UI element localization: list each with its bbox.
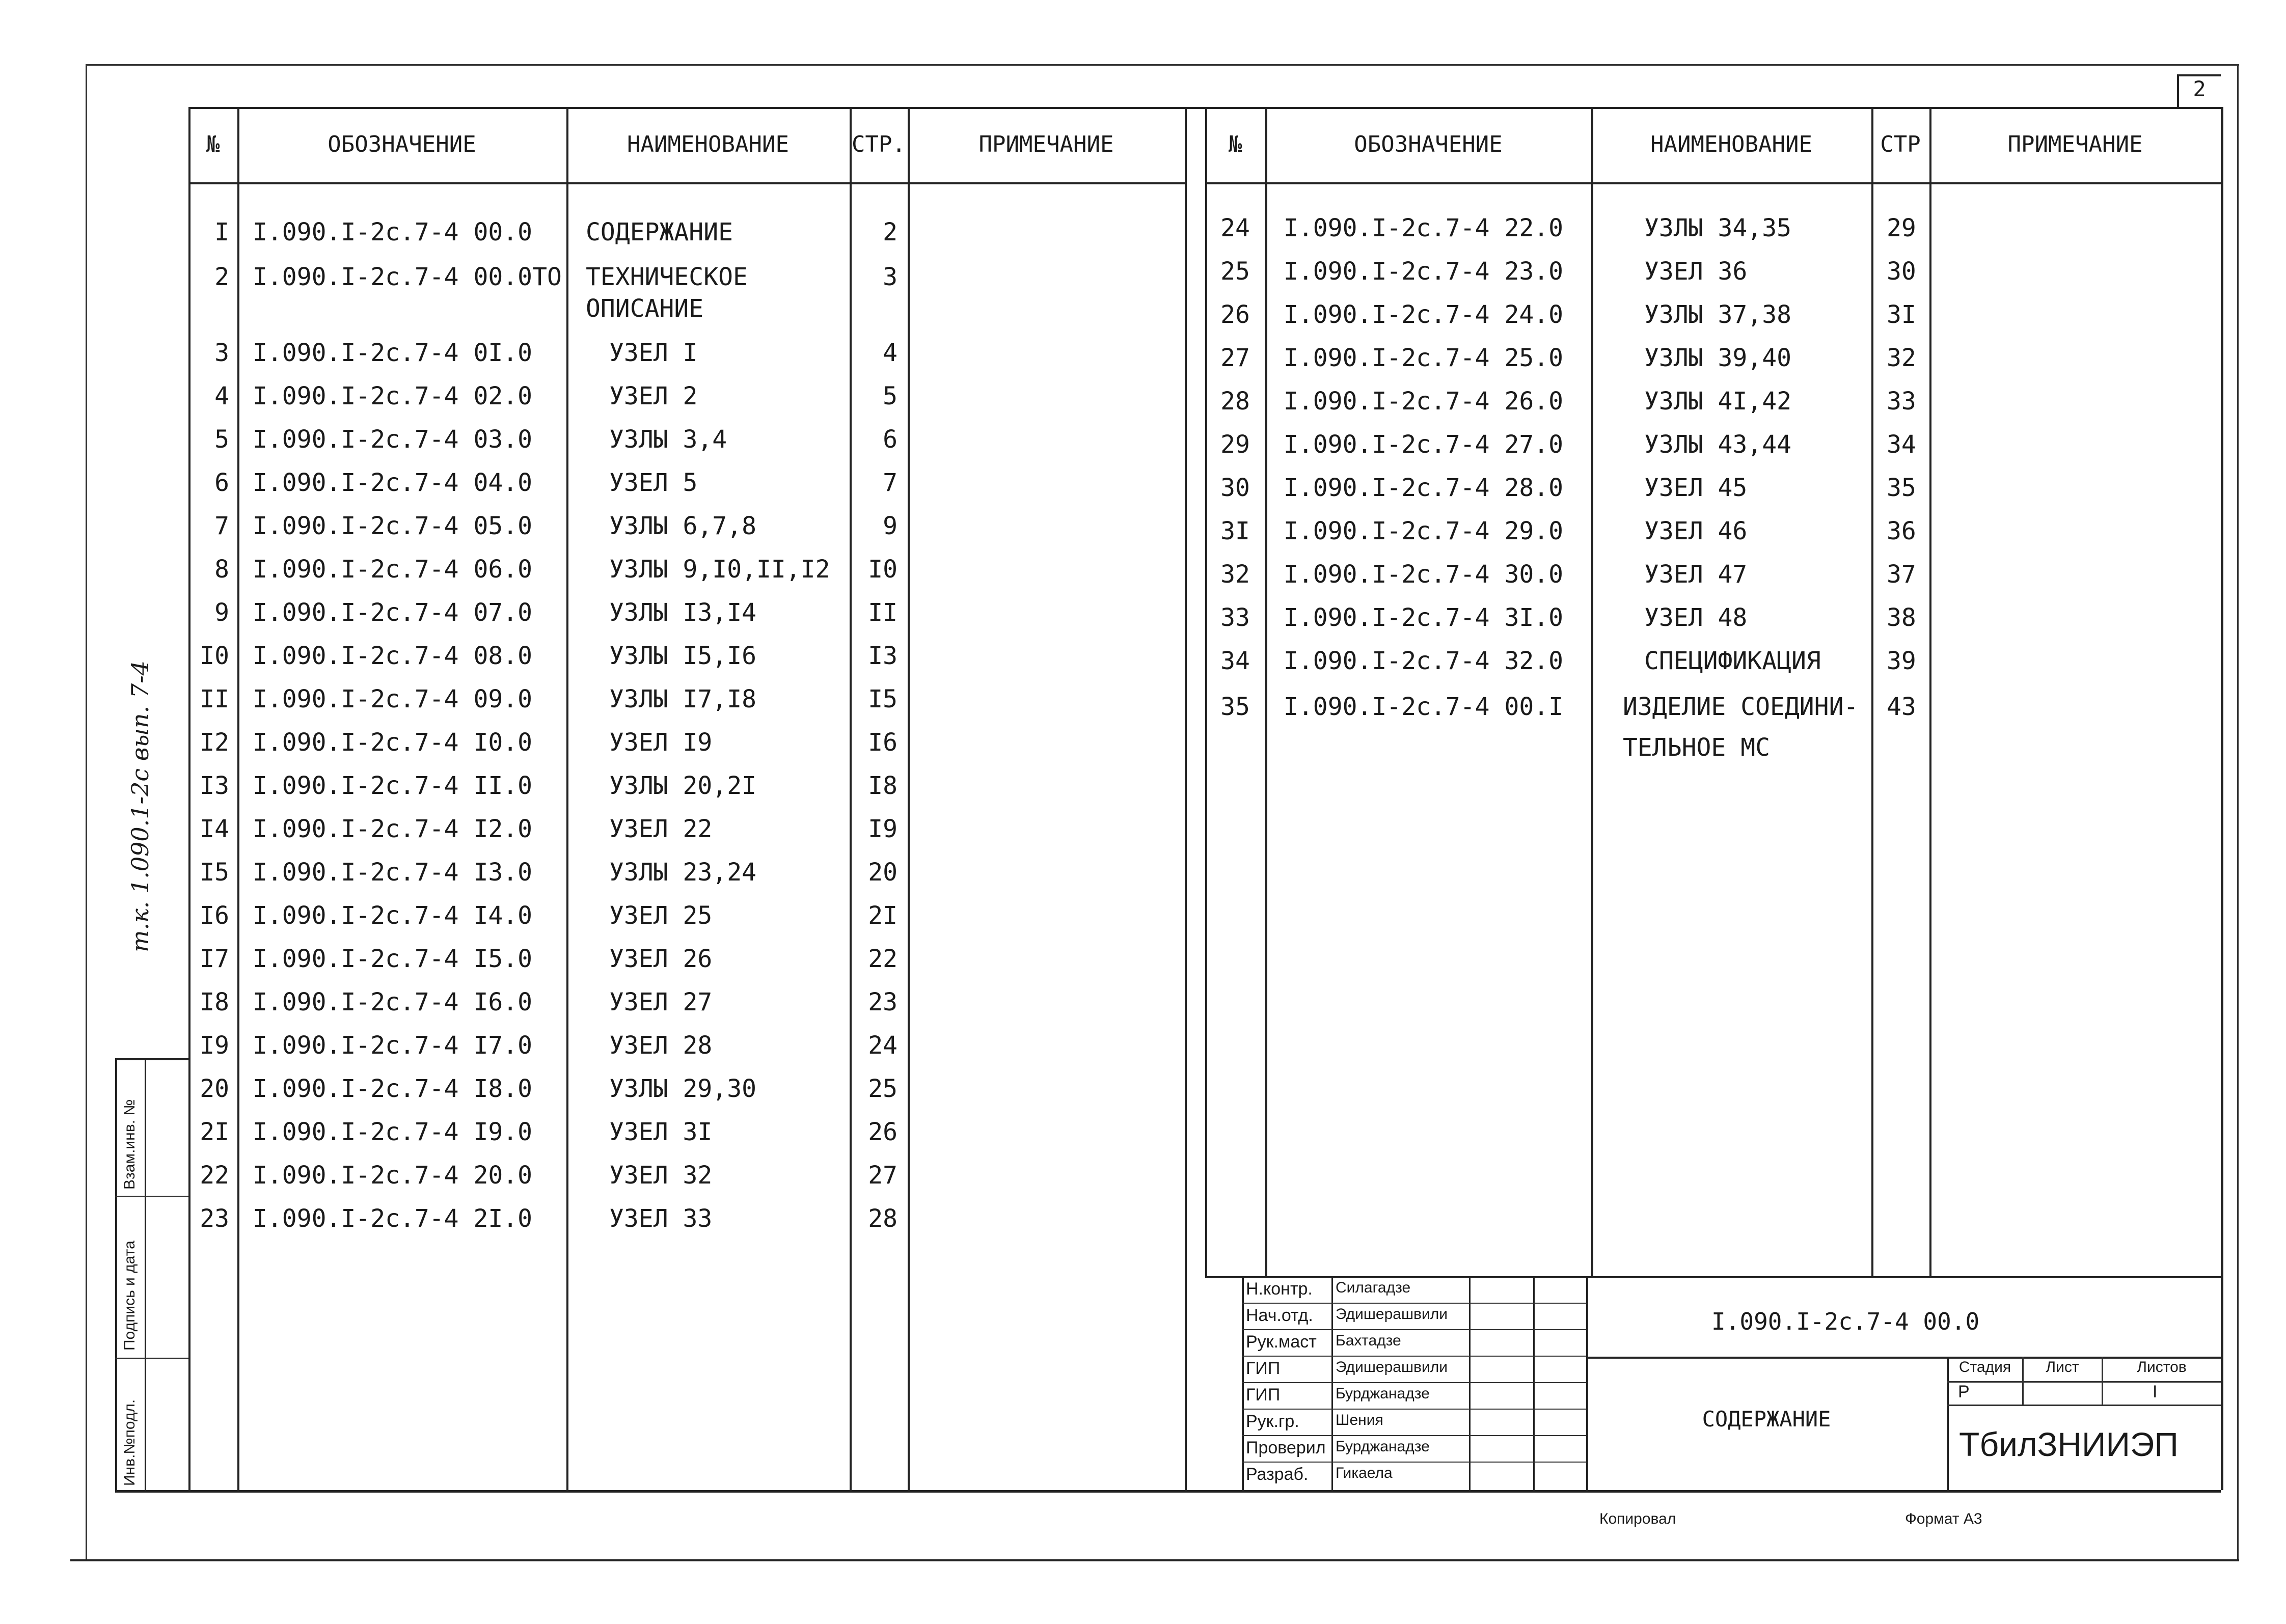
right-row-page: 30 (1887, 257, 1916, 286)
tb-role-name: Гикаела (1336, 1465, 1393, 1481)
left-row-designation: I.090.I-2c.7-4 II.0 (253, 772, 533, 800)
tb-role-label: Проверил (1246, 1438, 1326, 1457)
tb-col-sign (1533, 1276, 1535, 1490)
left-row-page: 3 (883, 263, 897, 291)
left-table-right-edge (1185, 107, 1187, 1490)
left-row-designation: I.090.I-2c.7-4 07.0 (253, 598, 533, 627)
tb-role-label: Рук.маст (1246, 1332, 1317, 1352)
left-row-name: УЗЛЫ I7,I8 (609, 685, 756, 713)
tb-role-divider (1242, 1303, 1586, 1304)
left-row-no: II (200, 685, 229, 713)
left-row-designation: I.090.I-2c.7-4 I7.0 (253, 1031, 533, 1060)
left-row-name: УЗЛЫ I3,I4 (609, 598, 756, 627)
right-row-no: 26 (1220, 300, 1250, 329)
right-row-no: 33 (1220, 603, 1250, 632)
right-row-no: 32 (1220, 560, 1250, 589)
left-row-name-cont: ОПИСАНИЕ (586, 294, 704, 323)
side-stamp-div2 (115, 1358, 188, 1359)
side-stamp-div1 (115, 1196, 188, 1197)
left-row-name: УЗЛЫ I5,I6 (609, 642, 756, 670)
left-row-designation: I.090.I-2c.7-4 00.0ТО (253, 263, 562, 291)
left-row-page: 26 (868, 1118, 897, 1146)
right-row-page: 39 (1887, 647, 1916, 675)
footer-format: Формат А3 (1905, 1510, 1982, 1527)
left-row-page: 7 (883, 469, 897, 497)
left-row-no: 20 (200, 1075, 229, 1103)
outer-left (86, 64, 87, 1559)
left-row-name: УЗЛЫ 20,2I (609, 772, 756, 800)
right-row-name: УЗЕЛ 48 (1644, 603, 1748, 632)
right-row-no: 3I (1220, 517, 1250, 545)
left-row-no: I7 (200, 945, 229, 973)
left-row-page: II (868, 598, 897, 627)
tb-organization: ТбилЗНИИЭП (1959, 1425, 2179, 1463)
left-row-designation: I.090.I-2c.7-4 03.0 (253, 425, 533, 454)
right-row-designation: I.090.I-2c.7-4 23.0 (1284, 257, 1564, 286)
right-row-page: 35 (1887, 474, 1916, 502)
left-row-name: УЗЕЛ 25 (609, 901, 713, 930)
right-row-name: УЗЛЫ 39,40 (1644, 344, 1791, 372)
right-row-no: 29 (1220, 430, 1250, 459)
right-header-name: НАИМЕНОВАНИЕ (1650, 131, 1812, 157)
left-row-designation: I.090.I-2c.7-4 I2.0 (253, 815, 533, 843)
tb-role-divider (1242, 1356, 1586, 1357)
side-stamp-inv-orig: Инв.№подл. (121, 1399, 138, 1486)
tb-role-label: Н.контр. (1246, 1279, 1313, 1299)
left-row-page: 4 (883, 339, 897, 367)
left-row-name: УЗЕЛ 32 (609, 1161, 713, 1190)
left-row-no: 4 (214, 382, 229, 410)
right-row-designation: I.090.I-2c.7-4 3I.0 (1284, 603, 1564, 632)
tb-role-name: Силагадзе (1336, 1279, 1411, 1296)
right-row-page: 37 (1887, 560, 1916, 589)
left-header-page: СТР. (852, 131, 906, 157)
tb-role-label: ГИП (1246, 1385, 1281, 1405)
left-row-page: I5 (868, 685, 897, 713)
left-row-name: УЗЕЛ 5 (609, 469, 698, 497)
right-row-name: УЗЛЫ 43,44 (1644, 430, 1791, 459)
right-row-name: УЗЛЫ 34,35 (1644, 214, 1791, 242)
left-row-no: I2 (200, 728, 229, 757)
left-row-no: 7 (214, 512, 229, 540)
tb-sheet-label: Лист (2046, 1359, 2079, 1375)
right-row-name: УЗЕЛ 45 (1644, 474, 1748, 502)
left-row-page: 22 (868, 945, 897, 973)
left-header-designation: ОБОЗНАЧЕНИЕ (328, 131, 476, 157)
inner-top (188, 107, 2221, 109)
left-row-page: 25 (868, 1075, 897, 1103)
left-row-page: 23 (868, 988, 897, 1016)
left-row-no: I9 (200, 1031, 229, 1060)
left-row-designation: I.090.I-2c.7-4 I8.0 (253, 1075, 533, 1103)
right-row-name: УЗЕЛ 36 (1644, 257, 1748, 286)
right-header-page: СТР (1880, 131, 1921, 157)
right-row-designation: I.090.I-2c.7-4 29.0 (1284, 517, 1564, 545)
left-row-designation: I.090.I-2c.7-4 04.0 (253, 469, 533, 497)
right-row-name: УЗЛЫ 37,38 (1644, 300, 1791, 329)
right-row-designation: I.090.I-2c.7-4 27.0 (1284, 430, 1564, 459)
left-row-no: 2I (200, 1118, 229, 1146)
left-header-name: НАИМЕНОВАНИЕ (627, 131, 789, 157)
outer-bottom (70, 1559, 2239, 1561)
outer-right (2237, 64, 2239, 1559)
left-row-name: ТЕХНИЧЕСКОЕ (586, 263, 748, 291)
left-row-no: I (214, 218, 229, 246)
right-col-line-3 (1871, 107, 1873, 1278)
left-row-page: 20 (868, 858, 897, 887)
left-row-no: 2 (214, 263, 229, 291)
left-row-no: 23 (200, 1204, 229, 1233)
left-row-no: 8 (214, 555, 229, 584)
side-stamp-left (115, 1058, 117, 1490)
tb-role-name: Эдишерашвили (1336, 1359, 1448, 1375)
side-annotation: т.к. 1.090.1-2с вып. 7-4 (126, 660, 154, 952)
right-row-page: 36 (1887, 517, 1916, 545)
left-row-designation: I.090.I-2c.7-4 02.0 (253, 382, 533, 410)
left-col-line-4 (908, 107, 910, 1490)
left-header-note: ПРИМЕЧАНИЕ (978, 131, 1114, 157)
left-row-designation: I.090.I-2c.7-4 05.0 (253, 512, 533, 540)
right-row-name: ИЗДЕЛИЕ СОЕДИНИ- (1623, 693, 1859, 721)
tb-role-divider (1242, 1409, 1586, 1410)
tb-stage-label: Стадия (1958, 1359, 2011, 1375)
left-row-page: 2I (868, 901, 897, 930)
tb-role-name: Бурджанадзе (1336, 1438, 1430, 1455)
tb-role-name: Бурджанадзе (1336, 1385, 1430, 1402)
right-table-bottom (1205, 1276, 2221, 1278)
left-row-name: УЗЛЫ 3,4 (609, 425, 727, 454)
right-row-no: 27 (1220, 344, 1250, 372)
right-row-no: 24 (1220, 214, 1250, 242)
tb-stage-left (1947, 1357, 1949, 1490)
left-row-designation: I.090.I-2c.7-4 09.0 (253, 685, 533, 713)
left-row-name: УЗЛЫ 6,7,8 (609, 512, 756, 540)
right-row-page: 29 (1887, 214, 1916, 242)
inner-bottom (115, 1490, 2221, 1493)
side-stamp-mid (145, 1058, 146, 1490)
right-row-no: 30 (1220, 474, 1250, 502)
tb-col-role (1331, 1276, 1333, 1490)
right-row-page: 33 (1887, 387, 1916, 416)
right-row-designation: I.090.I-2c.7-4 26.0 (1284, 387, 1564, 416)
left-row-page: 5 (883, 382, 897, 410)
tb-left-edge (1242, 1276, 1244, 1490)
tb-sheets-label: Листов (2137, 1359, 2187, 1375)
left-row-page: I9 (868, 815, 897, 843)
right-header-line (1205, 182, 2221, 184)
left-row-designation: I.090.I-2c.7-4 I4.0 (253, 901, 533, 930)
left-col-line-1 (237, 107, 239, 1490)
tb-sheets-value: I (2153, 1382, 2158, 1401)
right-row-designation: I.090.I-2c.7-4 28.0 (1284, 474, 1564, 502)
right-row-no: 34 (1220, 647, 1250, 675)
right-col-line-2 (1591, 107, 1593, 1278)
right-row-no: 25 (1220, 257, 1250, 286)
right-row-designation: I.090.I-2c.7-4 30.0 (1284, 560, 1564, 589)
left-row-name: УЗЛЫ 23,24 (609, 858, 756, 887)
left-row-name: УЗЛЫ 29,30 (609, 1075, 756, 1103)
right-header-no: № (1228, 131, 1242, 157)
tb-stage-value: Р (1958, 1382, 1970, 1401)
left-row-designation: I.090.I-2c.7-4 I6.0 (253, 988, 533, 1016)
left-col-line-2 (566, 107, 568, 1490)
left-row-no: 9 (214, 598, 229, 627)
right-row-designation: I.090.I-2c.7-4 32.0 (1284, 647, 1564, 675)
tb-stage-row1 (1947, 1381, 2221, 1383)
left-row-name: УЗЕЛ 3I (609, 1118, 713, 1146)
right-row-name: УЗЕЛ 46 (1644, 517, 1748, 545)
left-row-page: I6 (868, 728, 897, 757)
left-row-name: УЗЕЛ 2 (609, 382, 698, 410)
right-row-designation: I.090.I-2c.7-4 00.I (1284, 693, 1564, 721)
right-row-name: УЗЛЫ 4I,42 (1644, 387, 1791, 416)
left-row-designation: I.090.I-2c.7-4 08.0 (253, 642, 533, 670)
left-row-no: I4 (200, 815, 229, 843)
left-header-line (188, 182, 1187, 184)
left-row-designation: I.090.I-2c.7-4 06.0 (253, 555, 533, 584)
tb-role-name: Эдишерашвили (1336, 1306, 1448, 1323)
right-row-page: 3I (1887, 300, 1916, 329)
right-row-name-cont: ТЕЛЬНОЕ МС (1623, 733, 1770, 762)
left-row-page: 9 (883, 512, 897, 540)
right-row-name: УЗЕЛ 47 (1644, 560, 1748, 589)
right-row-designation: I.090.I-2c.7-4 25.0 (1284, 344, 1564, 372)
left-row-no: I3 (200, 772, 229, 800)
left-row-no: 22 (200, 1161, 229, 1190)
left-row-page: 24 (868, 1031, 897, 1060)
left-row-no: I8 (200, 988, 229, 1016)
right-row-no: 28 (1220, 387, 1250, 416)
side-stamp-top (115, 1058, 188, 1060)
tb-role-divider (1242, 1435, 1586, 1436)
left-row-designation: I.090.I-2c.7-4 20.0 (253, 1161, 533, 1190)
tb-doc-title: СОДЕРЖАНИЕ (1702, 1407, 1831, 1432)
left-row-name: УЗЕЛ 28 (609, 1031, 713, 1060)
right-col-line-4 (1929, 107, 1931, 1278)
tb-role-name: Шения (1336, 1412, 1383, 1428)
left-row-page: I8 (868, 772, 897, 800)
left-row-name: УЗЕЛ 26 (609, 945, 713, 973)
left-row-no: I6 (200, 901, 229, 930)
outer-top (86, 64, 2239, 66)
left-row-name: УЗЕЛ 22 (609, 815, 713, 843)
right-row-page: 34 (1887, 430, 1916, 459)
right-row-page: 32 (1887, 344, 1916, 372)
tb-role-label: ГИП (1246, 1359, 1281, 1378)
tb-designation: I.090.I-2c.7-4 00.0 (1711, 1308, 1980, 1335)
right-col-line-1 (1265, 107, 1267, 1278)
left-row-no: 6 (214, 469, 229, 497)
left-row-name: УЗЕЛ 27 (609, 988, 713, 1016)
tb-role-divider (1242, 1382, 1586, 1383)
right-row-designation: I.090.I-2c.7-4 24.0 (1284, 300, 1564, 329)
left-row-designation: I.090.I-2c.7-4 2I.0 (253, 1204, 533, 1233)
side-stamp-inv-replace: Взам.инв. № (121, 1099, 138, 1190)
right-row-designation: I.090.I-2c.7-4 22.0 (1284, 214, 1564, 242)
left-row-page: I3 (868, 642, 897, 670)
left-row-no: 3 (214, 339, 229, 367)
left-row-designation: I.090.I-2c.7-4 I0.0 (253, 728, 533, 757)
left-row-designation: I.090.I-2c.7-4 I5.0 (253, 945, 533, 973)
right-row-name: СПЕЦИФИКАЦИЯ (1644, 647, 1821, 675)
tb-col-name (1469, 1276, 1471, 1490)
left-row-name: УЗЕЛ I (609, 339, 698, 367)
right-row-no: 35 (1220, 693, 1250, 721)
left-row-name: УЗЕЛ 33 (609, 1204, 713, 1233)
left-row-designation: I.090.I-2c.7-4 0I.0 (253, 339, 533, 367)
right-header-note: ПРИМЕЧАНИЕ (2007, 131, 2143, 157)
left-row-no: I5 (200, 858, 229, 887)
left-row-page: 6 (883, 425, 897, 454)
tb-role-label: Разраб. (1246, 1465, 1309, 1484)
footer-copied: Копировал (1599, 1510, 1676, 1527)
left-row-name: СОДЕРЖАНИЕ (586, 218, 733, 246)
tb-role-divider (1242, 1462, 1586, 1463)
left-row-designation: I.090.I-2c.7-4 00.0 (253, 218, 533, 246)
left-row-designation: I.090.I-2c.7-4 I3.0 (253, 858, 533, 887)
left-row-no: I0 (200, 642, 229, 670)
tb-stage-row2 (1947, 1405, 2221, 1406)
right-row-page: 38 (1887, 603, 1916, 632)
tb-role-name: Бахтадзе (1336, 1332, 1401, 1349)
left-row-page: I0 (868, 555, 897, 584)
right-row-page: 43 (1887, 693, 1916, 721)
left-row-page: 27 (868, 1161, 897, 1190)
left-row-name: УЗЛЫ 9,I0,II,I2 (609, 555, 830, 584)
left-row-no: 5 (214, 425, 229, 454)
left-row-page: 2 (883, 218, 897, 246)
tb-role-label: Рук.гр. (1246, 1412, 1299, 1431)
left-row-designation: I.090.I-2c.7-4 I9.0 (253, 1118, 533, 1146)
sheet-number: 2 (2193, 76, 2206, 101)
right-header-designation: ОБОЗНАЧЕНИЕ (1354, 131, 1503, 157)
tb-role-label: Нач.отд. (1246, 1306, 1313, 1325)
inner-right (2221, 107, 2223, 1490)
tb-col-date (1586, 1276, 1588, 1490)
left-row-name: УЗЕЛ I9 (609, 728, 713, 757)
side-stamp-sign-date: Подпись и дата (121, 1241, 138, 1351)
left-header-no: № (206, 131, 220, 157)
left-row-page: 28 (868, 1204, 897, 1233)
tb-role-divider (1242, 1329, 1586, 1330)
